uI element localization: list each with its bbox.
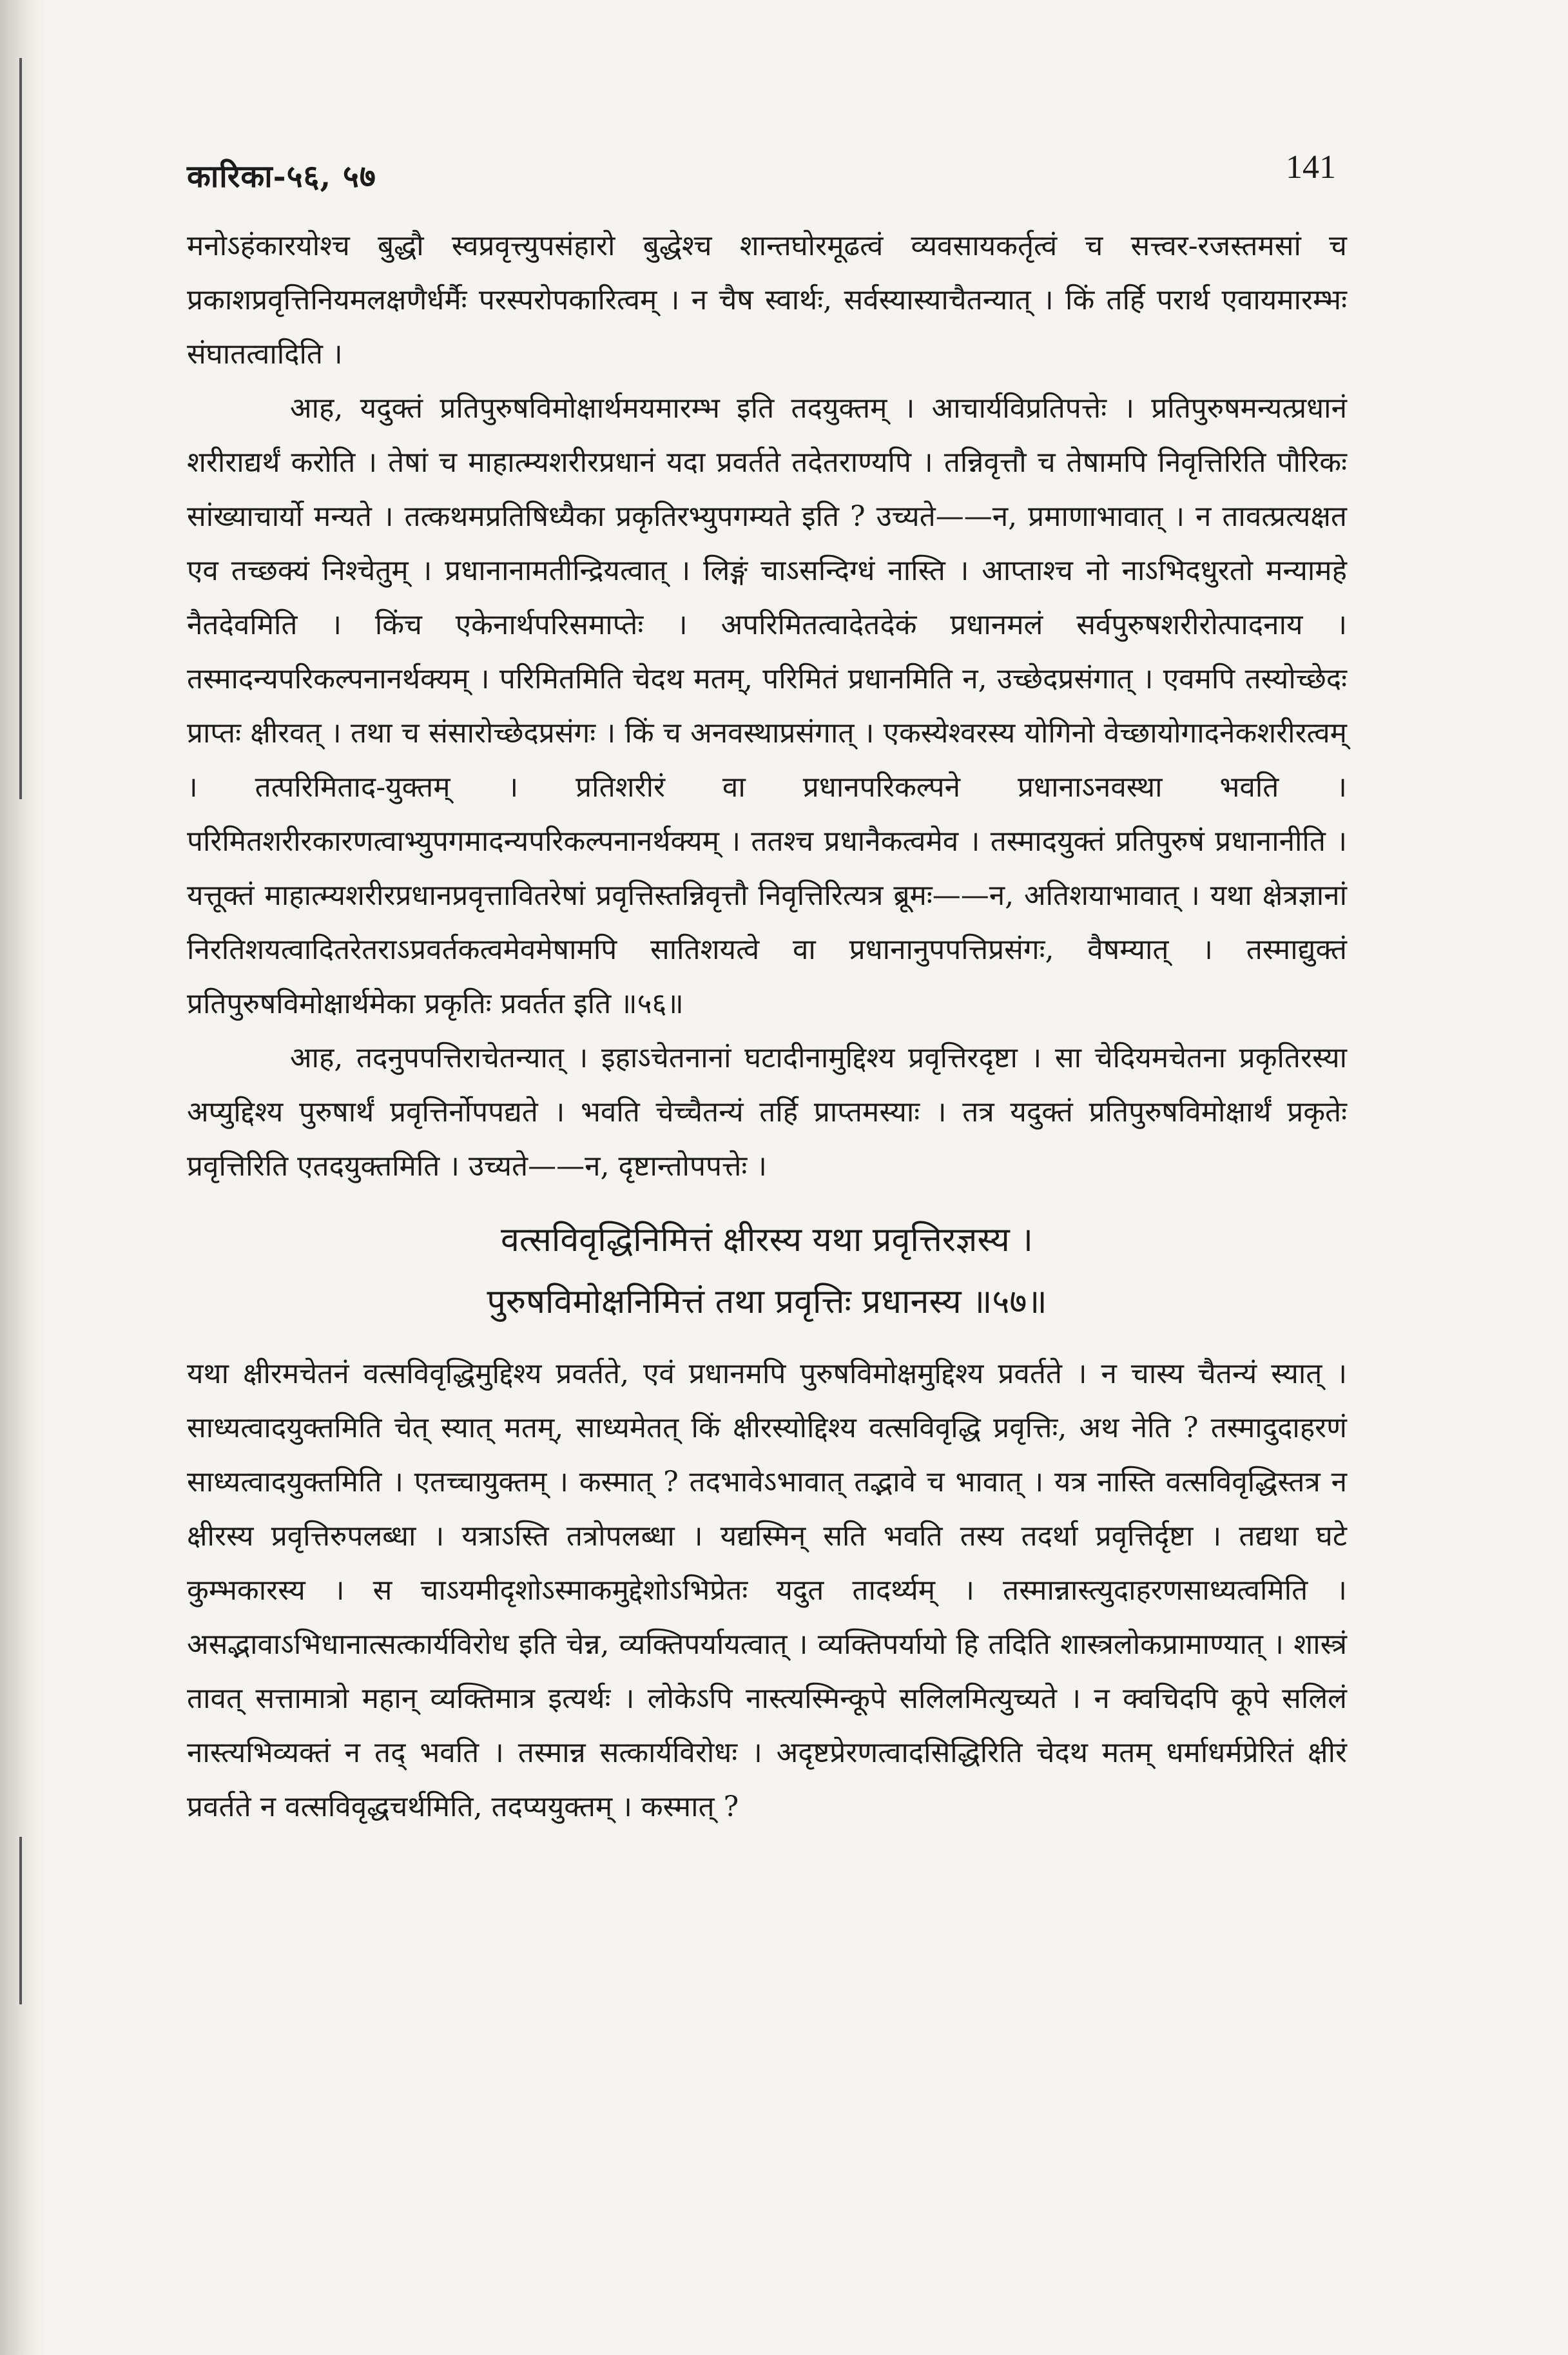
page-header xyxy=(187,148,1347,206)
paragraph-2: आह, यदुक्तं प्रतिपुरुषविमोक्षार्थमयमारम्भ इति तदयुक्तम् । आचार्यविप्रतिपत्तेः । प्रतिपुरुषमन्यत्प्रधानं शरीराद्यर्थं करोति । तेषां च माहात्म्यशरीरप्रधानं यदा प्रवर्तते तदेतराण्यपि । तन्निवृत्तौ च तेषामपि निवृत्तिरिति पौरिकः सांख्याचार्यो मन्यते । तत्कथमप्रतिषिध्यैका प्रकृतिरभ्युपगम्यते इति ? उच्यते——न, प्रमाणाभावात् । न तावत्प्रत्यक्षत एव तच्छक्यं निश्चेतुम् । प्रधानानामतीन्द्रियत्वात् । लिङ्गं चाऽसन्दिग्धं नास्ति । आप्ताश्च नो नाऽभिदधुरतो मन्यामहे नैतदेवमिति । किंच एकेनार्थपरिसमाप्तेः । अपरिमितत्वादेतदेकं प्रधानमलं सर्वपुरुषशरीरोत्पादनाय । तस्मादन्यपरिकल्पनानर्थक्यम् । परिमितमिति चेदथ मतम्, परिमितं प्रधानमिति न, उच्छेदप्रसंगात् । एवमपि तस्योच्छेदः प्राप्तः क्षीरवत् । तथा च संसारोच्छेदप्रसंगः । किं च अनवस्थाप्रसंगात् । एकस्येश्वरस्य योगिनो वेच्छायोगादनेकशरीरत्वम् । तत्परिमिताद-युक्तम् । प्रतिशरीरं वा प्रधानपरिकल्पने प्रधानाऽनवस्था भवति । परिमितशरीरकारणत्वाभ्युपगमादन्यपरिकल्पनानर्थक्यम् । ततश्च प्रधानैकत्वमेव । तस्मादयुक्तं प्रतिपुरुषं प्रधानानीति । यत्तूक्तं माहात्म्यशरीरप्रधानप्रवृत्तावितरेषां प्रवृत्तिस्तन्निवृत्तौ निवृत्तिरित्यत्र ब्रूमः——न, अतिशयाभावात् । यथा क्षेत्रज्ञानां निरतिशयत्वादितरेतराऽप्रवर्तकत्वमेवमेषामपि सातिशयत्वे वा प्रधानानुपपत्तिप्रसंगः, वैषम्यात् । तस्माद्युक्तं प्रतिपुरुषविमोक्षार्थमेका प्रकृतिः प्रवर्तत इति ॥५६॥ xyxy=(187,392,1347,1020)
running-head: कारिका-५६, ५७ xyxy=(187,159,376,195)
body-text xyxy=(187,219,1347,1834)
verse-line-1: वत्सविवृद्धिनिमित्तं क्षीरस्य यथा प्रवृत्तिरज्ञस्य । xyxy=(500,1221,1034,1259)
binding-line-upper xyxy=(19,58,22,799)
page-number: 141 xyxy=(1286,149,1336,186)
page-binding-edge xyxy=(0,0,45,2355)
paragraph-3: आह, तदनुपपत्तिराचेतन्यात् । इहाऽचेतनानां घटादीनामुद्दिश्य प्रवृत्तिरदृष्टा । सा चेदियमचेतना प्रकृतिरस्या अप्युद्दिश्य पुरुषार्थं प्रवृत्तिर्नोपपद्यते । भवति चेच्चैतन्यं तर्हि प्राप्तमस्याः । तत्र यदुक्तं प्रतिपुरुषविमोक्षार्थं प्रकृतेः प्रवृत्तिरिति एतदयुक्तमिति । उच्यते——न, दृष्टान्तोपपत्तेः । xyxy=(187,1042,1347,1183)
binding-line-lower xyxy=(19,1837,22,2004)
paragraph-1: मनोऽहंकारयोश्च बुद्धौ स्वप्रवृत्त्युपसंहारो बुद्धेश्च शान्तघोरमूढत्वं व्यवसायकर्तृत्वं च सत्त्वर-रजस्तमसां च प्रकाशप्रवृत्तिनियमलक्षणैर्धर्मैः परस्परोपकारित्वम् । न चैष स्वार्थः, सर्वस्यास्याचैतन्यात् । किं तर्हि परार्थ एवायमारम्भः संघातत्वादिति । xyxy=(187,229,1347,371)
karika-verse xyxy=(187,1209,1347,1333)
paragraph-4: यथा क्षीरमचेतनं वत्सविवृद्धिमुद्दिश्य प्रवर्तते, एवं प्रधानमपि पुरुषविमोक्षमुद्दिश्य प्रवर्तते । न चास्य चैतन्यं स्यात् । साध्यत्वादयुक्तमिति चेत् स्यात् मतम्, साध्यमेतत् किं क्षीरस्योद्दिश्य वत्सविवृद्धि प्रवृत्तिः, अथ नेति ? तस्मादुदाहरणं साध्यत्वादयुक्तमिति । एतच्चायुक्तम् । कस्मात् ? तदभावेऽभावात् तद्भावे च भावात् । यत्र नास्ति वत्सविवृद्धिस्तत्र न क्षीरस्य प्रवृत्तिरुपलब्धा । यत्राऽस्ति तत्रोपलब्धा । यद्यस्मिन् सति भवति तस्य तदर्था प्रवृत्तिर्दृष्टा । तद्यथा घटे कुम्भकारस्य । स चाऽयमीदृशोऽस्माकमुद्देशोऽभिप्रेतः यदुत तादर्थ्यम् । तस्मान्नास्त्युदाहरणसाध्यत्वमिति । असद्भावाऽभिधानात्सत्कार्यविरोध इति चेन्न, व्यक्तिपर्यायत्वात् । व्यक्तिपर्यायो हि तदिति शास्त्रलोकप्रामाण्यात् । शास्त्रं तावत् सत्तामात्रो महान् व्यक्तिमात्र इत्यर्थः । लोकेऽपि नास्त्यस्मिन्कूपे सलिलमित्युच्यते । न क्वचिदपि कूपे सलिलं नास्त्यभिव्यक्तं न तद् भवति । तस्मान्न सत्कार्यविरोधः । अदृष्टप्रेरणत्वादसिद्धिरिति चेदथ मतम् धर्माधर्मप्रेरितं क्षीरं प्रवर्तते न वत्सविवृद्धचर्थमिति, तदप्ययुक्तम् । कस्मात् ? xyxy=(187,1357,1347,1823)
verse-line-2: पुरुषविमोक्षनिमित्तं तथा प्रवृत्तिः प्रधानस्य ॥५७॥ xyxy=(487,1283,1047,1321)
